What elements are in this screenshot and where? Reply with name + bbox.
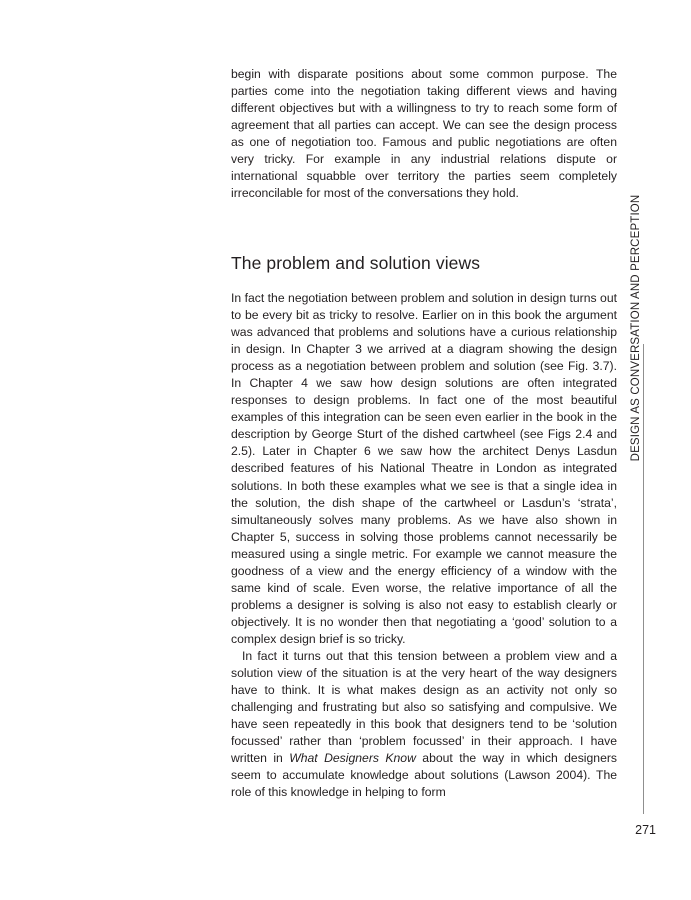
side-rule <box>643 344 644 814</box>
intro-paragraph-block <box>231 66 617 202</box>
body-paragraph-1: In fact the negotiation between problem and solution in design turns out to be every bit as tricky to resolve. Earlier on in this book the argument was advanced that problems and solutions have a curious relationship in design. In Chapter 3 we arrived at a diagram showing the design process as a negotiation between problem and solution (see Fig. 3.7). In Chapter 4 we saw how design solutions are often integrated responses to design problems. In fact one of the most beautiful examples of this integration can be seen even earlier in the book in the description by George Sturt of the dished cartwheel (see Figs 2.4 and 2.5). Later in Chapter 6 we saw how the architect Denys Lasdun described features of his National Theatre in London as integrated solutions. In both these examples what we see is that a single idea in the solution, the dish shape of the cartwheel or Lasdun’s ‘strata’, simultaneously solves many problems. As we have also shown in Chapter 5, success in solving those problems cannot necessarily be measured using a single metric. For example we cannot measure the goodness of a view and the energy efficiency of a window with the same kind of scale. Even worse, the relative importance of all the problems a designer is solving is also not easy to establish clearly or objectively. It is no wonder then that negotiating a ‘good’ solution to a complex design brief is so tricky. <box>231 291 617 646</box>
body-paragraph-2 <box>231 648 617 801</box>
book-title: What Designers Know <box>289 751 416 766</box>
page-number: 271 <box>635 823 656 837</box>
paragraph-2-lead: In fact it turns out that this tension between a problem view and a solution view of the situation is at the very heart of the way designers have to think. It is what makes design as an activity not only so challenging and frustrating but also so satisfying and compulsive. We have seen repeatedly in this book that designers tend to be ‘solution focussed’ rather than ‘problem focussed’ in their approach. I have written in <box>231 648 617 766</box>
paragraph-2-tail: about the way in which designers seem to accumulate knowledge about solutions (Lawson 2004). The role of this knowledge in helping to form <box>231 751 618 800</box>
section-heading: The problem and solution views <box>231 253 481 273</box>
running-head-text: DESIGN AS CONVERSATION AND PERCEPTION <box>630 194 642 462</box>
intro-paragraph: begin with disparate positions about some common purpose. The parties come into the negotiation taking different views and having different objectives but with a willingness to try to reach some form of agreement that all parties can accept. We can see the design process as one of negotiation too. Famous and public negotiations are often very tricky. For example in any industrial relations dispute or international squabble over territory the parties seem completely irreconcilable for most of the conversations they hold. <box>231 67 617 201</box>
section-body <box>231 290 617 801</box>
